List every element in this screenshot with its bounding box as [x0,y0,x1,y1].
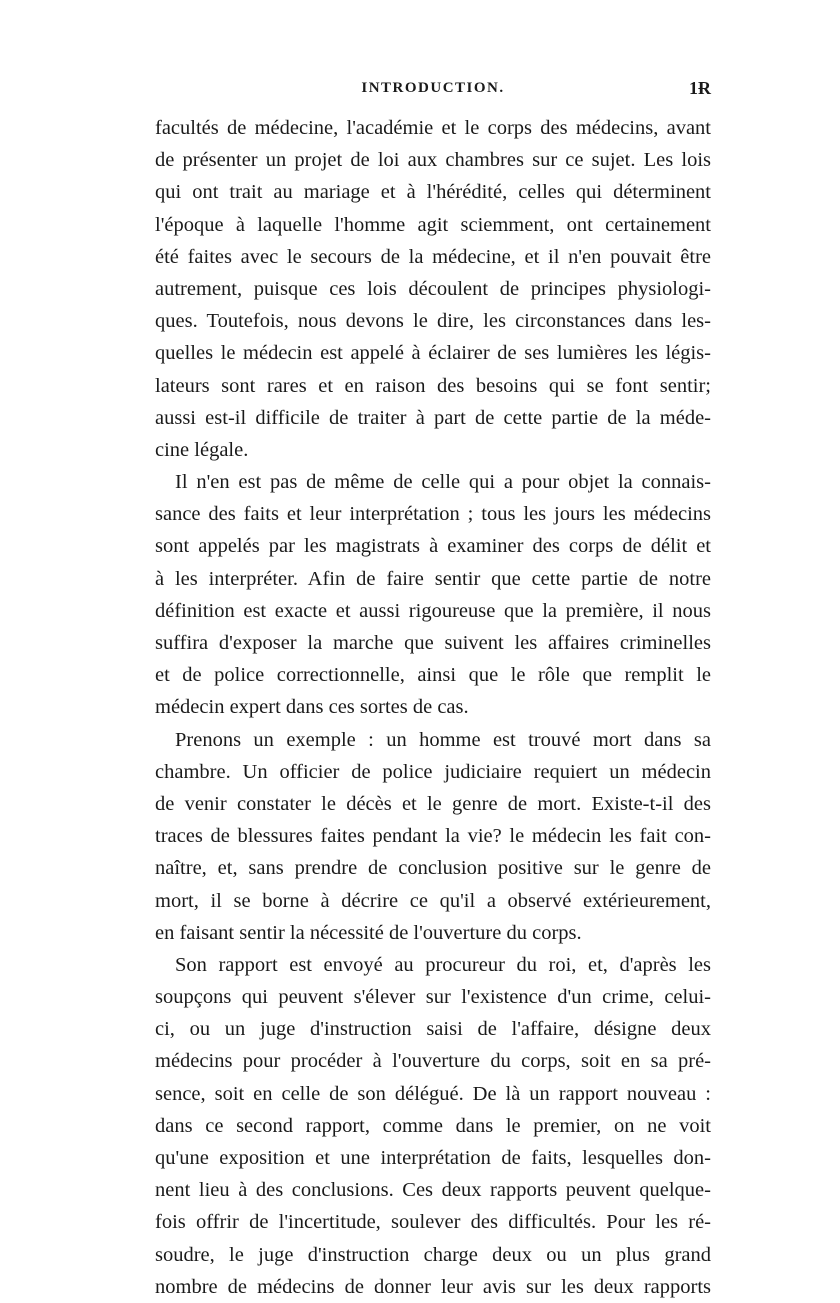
running-head [155,78,711,102]
running-title: INTRODUCTION. [361,80,505,96]
text-line: été faites avec le secours de la médecine, et il n'en pouvait être [155,245,711,268]
page-number: 1Ɍ [689,78,711,98]
text-line: ci, ou un juge d'instruction saisi de l'affaire, désigne deux [155,1018,711,1041]
text-line: sont appelés par les magistrats à examiner des corps de délit et [155,535,711,558]
text-line: sance des faits et leur interprétation ; tous les jours les médecins [155,503,711,526]
text-line: lateurs sont rares et en raison des besoins qui se font sentir; [155,374,711,397]
text-line: médecin expert dans ces sortes de cas. [155,696,469,719]
text-line: médecins pour procéder à l'ouverture du corps, soit en sa pré- [155,1050,711,1073]
text-line: nombre de médecins de donner leur avis sur les deux rapports [155,1275,711,1298]
text-line: Son rapport est envoyé au procureur du roi, et, d'après les [175,953,711,976]
text-line: et de police correctionnelle, ainsi que le rôle que remplit le [155,664,711,687]
text-line: naître, et, sans prendre de conclusion positive sur le genre de [155,857,711,880]
text-line: soupçons qui peuvent s'élever sur l'existence d'un crime, celui- [155,986,711,1009]
text-line: aussi est-il difficile de traiter à part de cette partie de la méde- [155,406,711,429]
text-line: traces de blessures faites pendant la vie? le médecin les fait con- [155,825,711,848]
text-line: quelles le médecin est appelé à éclairer de ses lumières les légis- [155,342,711,365]
text-line: autrement, puisque ces lois découlent de principes physiologi- [155,277,711,300]
text-line: en faisant sentir la nécessité de l'ouverture du corps. [155,921,582,944]
text-line: cine légale. [155,438,249,461]
text-line: facultés de médecine, l'académie et le corps des médecins, avant [155,117,711,139]
text-line: à les interpréter. Afin de faire sentir que cette partie de notre [155,567,711,590]
body-text [155,112,711,1303]
text-line: suffira d'exposer la marche que suivent les affaires criminelles [155,632,711,654]
text-line: de venir constater le décès et le genre de mort. Existe-t-il des [155,792,711,815]
text-line: ques. Toutefois, nous devons le dire, les circonstances dans les- [155,310,711,333]
text-line: dans ce second rapport, comme dans le premier, on ne voit [155,1114,711,1137]
text-line: Il n'en est pas de même de celle qui a pour objet la connais- [175,471,711,494]
text-line: sence, soit en celle de son délégué. De là un rapport nouveau : [155,1082,711,1105]
text-line: chambre. Un officier de police judiciaire requiert un médecin [155,760,711,783]
text-line: Prenons un exemple : un homme est trouvé mort dans sa [175,728,711,751]
text-line: de présenter un projet de loi aux chambres sur ce sujet. Les lois [155,149,711,172]
text-line: fois offrir de l'incertitude, soulever des difficultés. Pour les ré- [155,1211,711,1234]
text-line: soudre, le juge d'instruction charge deux ou un plus grand [155,1243,711,1266]
text-line: définition est exacte et aussi rigoureuse que la première, il nous [155,599,711,622]
text-line: qui ont trait au mariage et à l'hérédité, celles qui déterminent [155,181,711,204]
text-line: qu'une exposition et une interprétation de faits, lesquelles don- [155,1147,711,1169]
text-line: l'époque à laquelle l'homme agit sciemment, ont certainement [155,213,711,236]
text-line: nent lieu à des conclusions. Ces deux rapports peuvent quelque- [155,1179,711,1202]
text-line: mort, il se borne à décrire ce qu'il a observé extérieurement, [155,889,711,912]
